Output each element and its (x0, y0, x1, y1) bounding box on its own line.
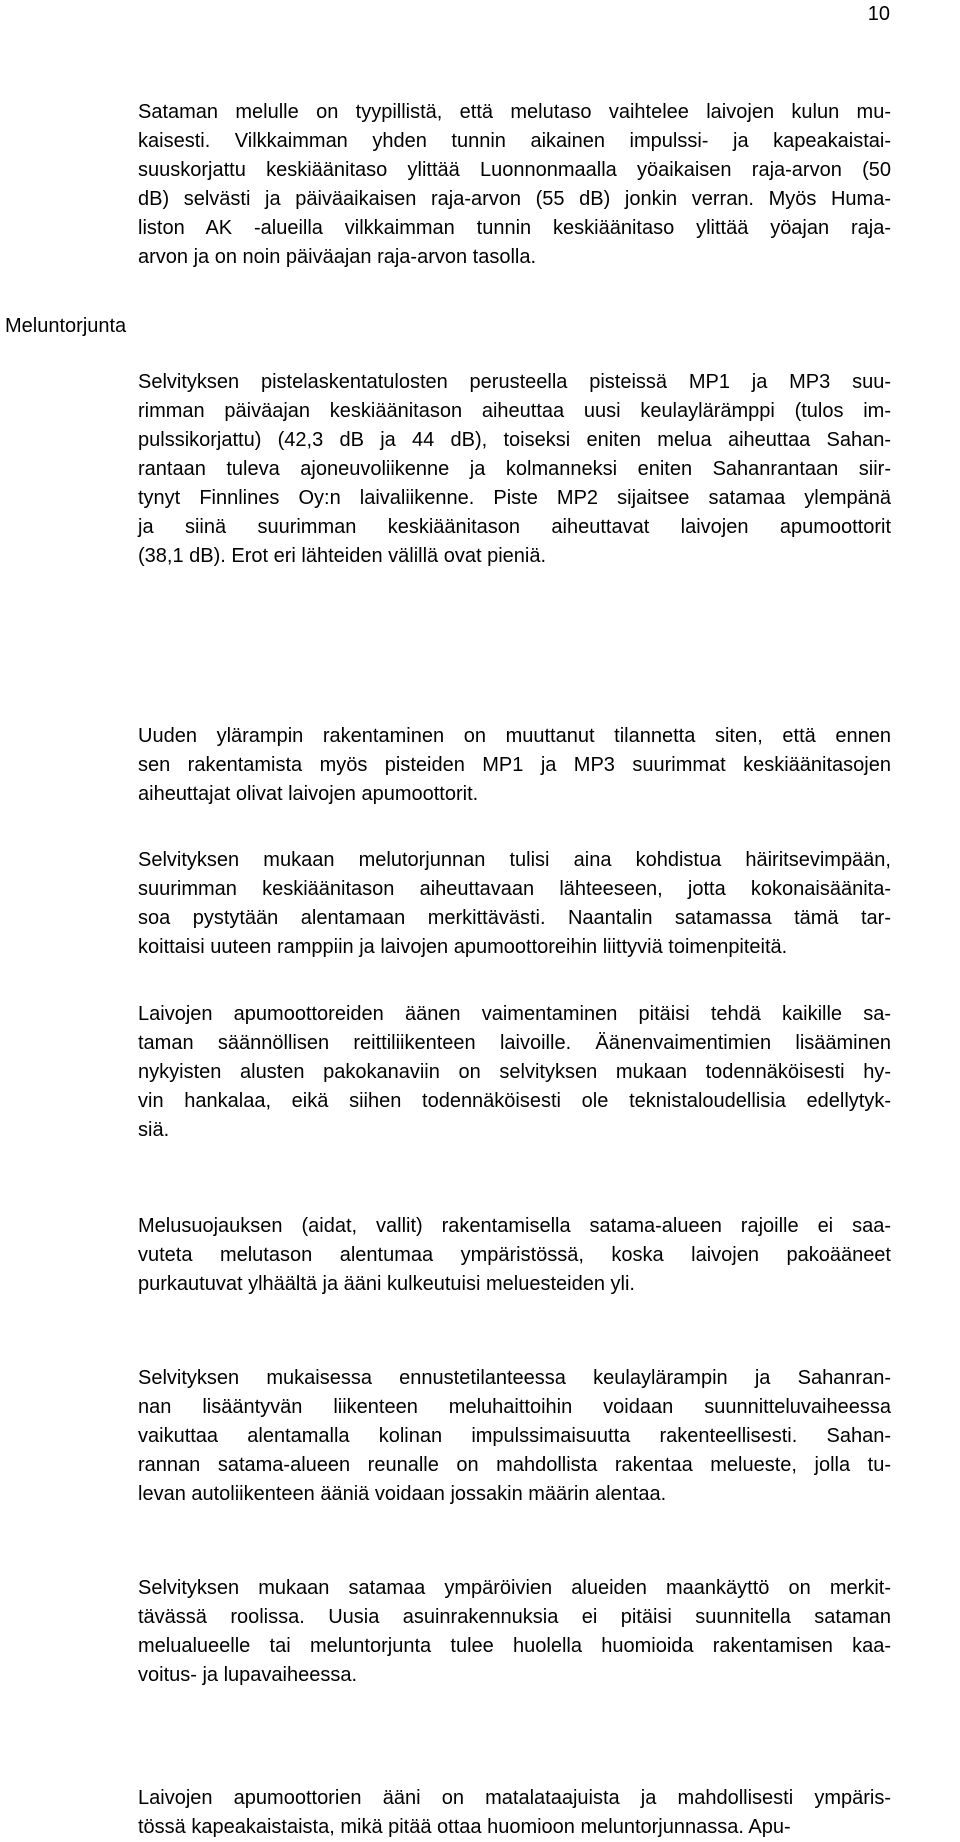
paragraph-line: nykyisten alusten pakokanaviin on selvityksen mukaan todennäköisesti hy- (138, 1061, 891, 1083)
paragraph-line: rimman päiväajan keskiäänitason aiheuttaa uusi keulaylärämppi (tulos im- (138, 400, 891, 422)
paragraph-line: Uuden ylärampin rakentaminen on muuttanut tilannetta siten, että ennen (138, 725, 891, 747)
paragraph-line: siä. (138, 1119, 170, 1141)
body-paragraph (138, 722, 891, 809)
paragraph-line: vin hankalaa, eikä siihen todennäköisesti ole teknistaloudellisia edellytyk- (138, 1090, 891, 1112)
paragraph-line: Selvityksen mukaisessa ennustetilanteessa keulaylärampin ja Sahanran- (138, 1367, 891, 1389)
paragraph-line: levan autoliikenteen ääniä voidaan jossakin määrin alentaa. (138, 1483, 667, 1505)
paragraph-line: tävässä roolissa. Uusia asuinrakennuksia ei pitäisi suunnitella sataman (138, 1606, 891, 1628)
paragraph-line: sen rakentamista myös pisteiden MP1 ja MP3 suurimmat keskiäänitasojen (138, 754, 891, 776)
body-paragraph (138, 1784, 891, 1842)
paragraph-line: (38,1 dB). Erot eri lähteiden välillä ovat pieniä. (138, 545, 547, 567)
paragraph-line: koittaisi uuteen ramppiin ja laivojen apumoottoreihin liittyviä toimenpiteitä. (138, 936, 788, 958)
paragraph-line: Selvityksen pistelaskentatulosten perusteella pisteissä MP1 ja MP3 suu- (138, 371, 891, 393)
paragraph-line: liston AK -alueilla vilkkaimman tunnin keskiäänitaso ylittää yöajan raja- (138, 217, 891, 239)
paragraph-line: soa pystytään alentamaan merkittävästi. Naantalin satamassa tämä tar- (138, 907, 891, 929)
paragraph-line: vaikuttaa alentamalla kolinan impulssimaisuutta rakenteellisesti. Sahan- (138, 1425, 891, 1447)
paragraph-line: rannan satama-alueen reunalle on mahdollista rakentaa melueste, jolla tu- (138, 1454, 891, 1476)
paragraph-line: purkautuvat ylhäältä ja ääni kulkeutuisi meluesteiden yli. (138, 1273, 635, 1295)
paragraph-line: voitus- ja lupavaiheessa. (138, 1664, 358, 1686)
paragraph-line: Selvityksen mukaan melutorjunnan tulisi aina kohdistua häiritsevimpään, (138, 849, 891, 871)
paragraph-line: Laivojen apumoottoreiden äänen vaimentaminen pitäisi tehdä kaikille sa- (138, 1003, 891, 1025)
body-paragraph (138, 1212, 891, 1299)
paragraph-line: suuskorjattu keskiäänitaso ylittää Luonnonmaalla yöaikaisen raja-arvon (50 (138, 159, 891, 181)
paragraph-line: melualueelle tai meluntorjunta tulee huolella huomioida rakentamisen kaa- (138, 1635, 891, 1657)
paragraph-line: taman säännöllisen reittiliikenteen laivoille. Äänenvaimentimien lisääminen (138, 1032, 891, 1054)
paragraph-line: Laivojen apumoottorien ääni on matalataajuista ja mahdollisesti ympäris- (138, 1787, 891, 1809)
paragraph-line: nan lisääntyvän liikenteen meluhaittoihin voidaan suunnitteluvaiheessa (138, 1396, 891, 1418)
body-paragraph (138, 1574, 891, 1690)
paragraph-line: pulssikorjattu) (42,3 dB ja 44 dB), toiseksi eniten melua aiheuttaa Sahan- (138, 429, 891, 451)
paragraph-line: kaisesti. Vilkkaimman yhden tunnin aikainen impulssi- ja kapeakaistai- (138, 130, 891, 152)
body-paragraph (138, 846, 891, 962)
body-paragraph (138, 368, 891, 571)
paragraph-line: vuteta melutason alentumaa ympäristössä, koska laivojen pakoääneet (138, 1244, 891, 1266)
body-paragraph (138, 1000, 891, 1145)
paragraph-line: aiheuttajat olivat laivojen apumoottorit. (138, 783, 479, 805)
paragraph-line: tössä kapeakaistaista, mikä pitää ottaa huomioon meluntorjunnassa. Apu- (138, 1816, 791, 1838)
paragraph-line: Sataman melulle on tyypillistä, että melutaso vaihtelee laivojen kulun mu- (138, 101, 891, 123)
body-paragraph (138, 1364, 891, 1509)
paragraph-line: dB) selvästi ja päiväaikaisen raja-arvon (55 dB) jonkin verran. Myös Huma- (138, 188, 891, 210)
paragraph-line: Selvityksen mukaan satamaa ympäröivien alueiden maankäyttö on merkit- (138, 1577, 891, 1599)
page-number: 10 (867, 3, 890, 25)
paragraph-line: ja siinä suurimman keskiäänitason aiheuttavat laivojen apumoottorit (138, 516, 891, 538)
paragraph-line: suurimman keskiäänitason aiheuttavaan lähteeseen, jotta kokonaisäänita- (138, 878, 891, 900)
paragraph-line: Melusuojauksen (aidat, vallit) rakentamisella satama-alueen rajoille ei saa- (138, 1215, 891, 1237)
paragraph-line: tynyt Finnlines Oy:n laivaliikenne. Piste MP2 sijaitsee satamaa ylempänä (138, 487, 891, 509)
paragraph-line: arvon ja on noin päiväajan raja-arvon tasolla. (138, 246, 537, 268)
paragraph-line: rantaan tuleva ajoneuvoliikenne ja kolmanneksi eniten Sahanrantaan siir- (138, 458, 891, 480)
body-paragraph (138, 98, 891, 272)
section-side-label: Meluntorjunta (5, 315, 127, 337)
